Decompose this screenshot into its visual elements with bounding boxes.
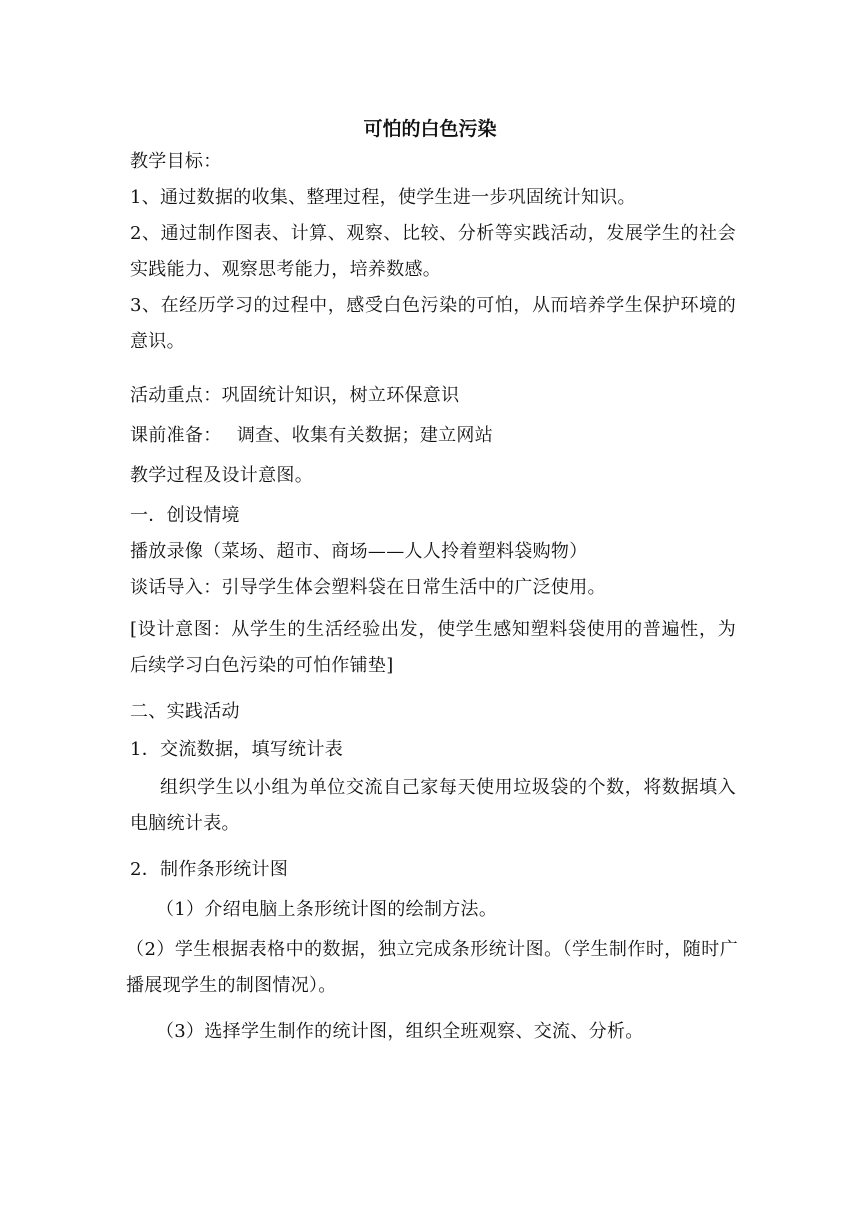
goal-1: 1、通过数据的收集、整理过程，使学生进一步巩固统计知识。 (130, 187, 636, 208)
step-2-heading: 2．制作条形统计图 (130, 859, 289, 880)
section-1-heading: 一．创设情境 (130, 505, 240, 526)
intro-talk: 谈话导入：引导学生体会塑料袋在日常生活中的广泛使用。 (130, 577, 606, 598)
step-1-body: 组织学生以小组为单位交流自己家每天使用垃圾袋的个数，将数据填入电脑统计表。 (130, 777, 736, 834)
goal-2: 2、通过制作图表、计算、观察、比较、分析等实践活动，发展学生的社会实践能力、观察思考能力，培养数感。 (130, 223, 736, 280)
activity-focus: 活动重点：巩固统计知识，树立环保意识 (130, 385, 460, 406)
preparation: 课前准备： 调查、收集有关数据；建立网站 (130, 425, 494, 446)
heading-process: 教学过程及设计意图。 (130, 465, 313, 486)
goal-3: 3、在经历学习的过程中，感受白色污染的可怕，从而培养学生保护环境的意识。 (130, 295, 736, 352)
step-2-item-1: （1）介绍电脑上条形统计图的绘制方法。 (156, 899, 498, 920)
design-intent: [设计意图：从学生的生活经验出发，使学生感知塑料袋使用的普遍性，为后续学习白色污染的可怕作铺垫] (130, 619, 736, 676)
step-2-item-3: （3）选择学生制作的统计图，组织全班观察、交流、分析。 (156, 1021, 644, 1042)
section-2-heading: 二、实践活动 (130, 701, 240, 722)
document-title: 可怕的白色污染 (363, 118, 497, 140)
play-video: 播放录像（菜场、超市、商场——人人拎着塑料袋购物） (130, 541, 588, 562)
step-2-item-2: （2）学生根据表格中的数据，独立完成条形统计图。（学生制作时，随时广播展现学生的制图情况）。 (126, 939, 738, 996)
step-1-heading: 1．交流数据，填写统计表 (130, 739, 344, 760)
heading-teaching-goals: 教学目标： (130, 151, 222, 172)
